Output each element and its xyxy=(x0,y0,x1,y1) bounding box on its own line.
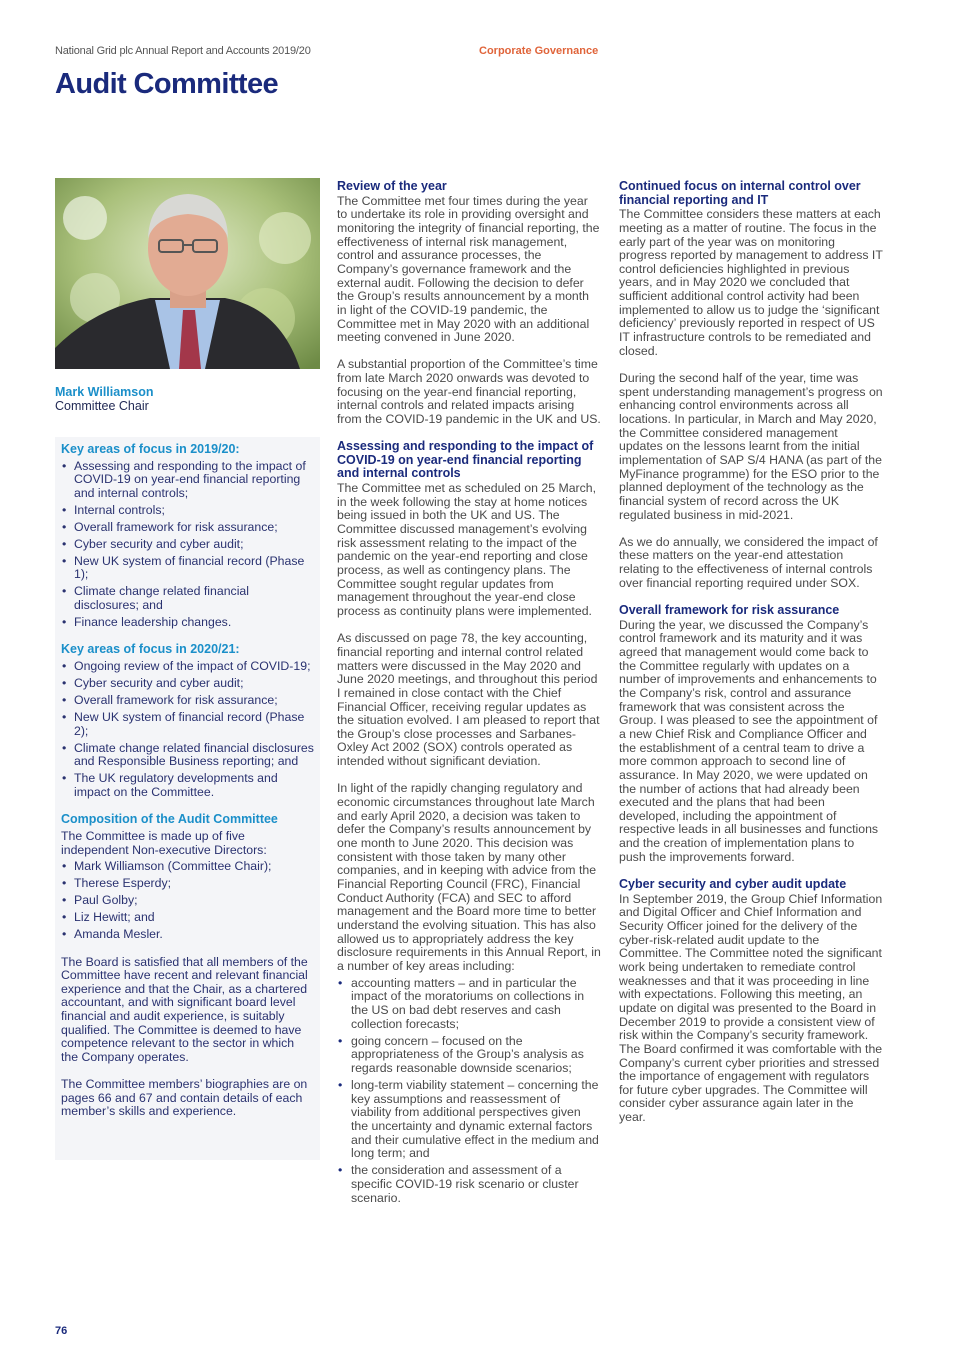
list-item: • Assessing and responding to the impact of COVID-19 on year-end financial reporting and internal controls; xyxy=(61,460,314,501)
review-heading: Review of the year xyxy=(337,179,447,193)
paragraph: During the year, we discussed the Company’s control framework and its maturity and it was agreed that management would come back to the Committee regularly with updates on a number of improvements and enhancements to the Company’s risk, control and assurance framework that was consistent across the Group. I was pleased to see the appointment of a new Chief Risk and Compliance Officer and the establishment of a central team to drive a more common approach to second line of assurance. In May 2020, we were updated on the number of actions that had already been executed and the plans that had been developed, including the appointment of respective leads in all businesses and functions and the creation of implementation plans to push the improvements forward. xyxy=(619,617,879,864)
list-item: • Ongoing review of the impact of COVID-19; xyxy=(61,660,314,674)
focus-2020-heading: Key areas of focus in 2020/21: xyxy=(61,642,240,657)
paragraph: As we do annually, we considered the impact of these matters on the year-end attestation relating to the effectiveness of internal controls over financial reporting required under SOX. xyxy=(619,534,878,590)
list-item: • Cyber security and cyber audit; xyxy=(61,538,314,552)
key-areas-sidebar xyxy=(55,437,320,1160)
member-item: • Paul Golby; xyxy=(61,894,314,908)
list-item: • Finance leadership changes. xyxy=(61,616,314,630)
section-name: Corporate Governance xyxy=(479,45,599,57)
list-item: • Overall framework for risk assurance; xyxy=(61,521,314,535)
biographies-paragraph: The Committee members’ biographies are on pages 66 and 67 and contain details of each member’s skills and experience. xyxy=(61,1077,308,1119)
composition-heading: Composition of the Audit Committee xyxy=(61,812,278,827)
page-title: Audit Committee xyxy=(55,68,279,100)
paragraph: The Committee met four times during the year to undertake its role in providing oversight and monitoring the integrity of financial reporting, the effectiveness of internal risk management, control and assurance processes, the Company’s governance framework and the external audit. Following the decision to defer the Group’s results announcement by a month in light of the COVID-19 pandemic, the Committee met in May 2020 with an additional meeting convened in June 2020. xyxy=(337,193,600,345)
paragraph: The Committee considers these matters at each meeting as a matter of routine. The focus in the early part of the year was on monitoring progress reported by management to address IT control deficiencies highlighted in previous years, and in May 2020 we concluded that sufficient additional control activity had been implemented to allow us to judge the ‘significant deficiency’ previously reported in respect of US IT infrastructure controls to be remediated and closed. xyxy=(619,207,883,358)
portrait-image xyxy=(55,178,320,369)
list-item: • Internal controls; xyxy=(61,504,314,518)
focus-2020-block xyxy=(61,643,314,799)
paragraph: As discussed on page 78, the key accounting, financial reporting and internal control related matters were discussed in the May 2020 and June 2020 meetings, and throughout this period I remained in close contact with the Chief Financial Officer, receiving regular updates as the situation evolved. I am pleased to report that the Group’s close processes and Sarbanes-Oxley Act 2002 (SOX) controls operated as intended without significant deviation. xyxy=(337,631,600,769)
member-item: • Liz Hewitt; and xyxy=(61,911,314,925)
list-item: • accounting matters – and in particular the impact of the moratoriums on collections in the US on bad debt reserves and cash collection forecasts; xyxy=(337,977,601,1032)
list-item: • the consideration and assessment of a specific COVID-19 risk scenario or cluster scenario. xyxy=(337,1164,601,1205)
middle-column xyxy=(337,180,601,1209)
list-item: • Overall framework for risk assurance; xyxy=(61,694,314,708)
covid-section xyxy=(337,440,601,1205)
internal-control-section xyxy=(619,180,883,590)
risk-assurance-section xyxy=(619,604,883,864)
paragraph: The Committee met as scheduled on 25 March, in the week following the stay at home notices being issued in both the UK and US. The Committee discussed management’s evolving risk assessment relating to the impact of the pandemic on the year-end reporting and close process, as well as contingency plans. The Committee sought regular updates from management throughout the year-end close process as continuity plans were implemented. xyxy=(337,481,597,618)
member-item: • Mark Williamson (Committee Chair); xyxy=(61,860,314,874)
board-satisfaction-paragraph: The Board is satisfied that all members of the Committee have recent and relevant financial experience and that the Chair, as a chartered accountant, and with significant board level financial and audit experience, is suitably qualified. The Committee is deemed to have competence relevant to the sector in which the Company operates. xyxy=(61,954,308,1064)
list-item: • Climate change related financial disclosures; and xyxy=(61,585,314,612)
internal-control-heading: Continued focus on internal control over financial reporting and IT xyxy=(619,179,861,207)
paragraph: In light of the rapidly changing regulatory and economic circumstances throughout late March and early April 2020, a decision was taken to defer the Company’s results announcement by one month to June 2020. This decision was consistent with those taken by many other companies, and in keeping with advice from the Financial Reporting Council (FRC), Financial Conduct Authority (FCA) and SEC to afford management and the Board more time to better understand the evolving situation. This has also allowed us to appropriately address the key disclosure requirements in this Annual Report, in a number of key areas including: xyxy=(337,781,601,973)
chair-photo xyxy=(55,178,320,369)
focus-2019-block xyxy=(61,443,314,629)
list-item: • Cyber security and cyber audit; xyxy=(61,677,314,691)
list-item: • going concern – focused on the appropriateness of the Group’s analysis as regards reasonable downside scenarios; xyxy=(337,1035,601,1076)
members-list xyxy=(61,860,314,942)
focus-2019-heading: Key areas of focus in 2019/20: xyxy=(61,442,240,456)
list-item: • New UK system of financial record (Phase 1); xyxy=(61,555,314,582)
composition-intro: The Committee is made up of five independent Non-executive Directors: xyxy=(61,828,267,857)
list-item: • New UK system of financial record (Phase 2); xyxy=(61,711,314,738)
key-areas-list xyxy=(337,977,601,1206)
risk-assurance-heading: Overall framework for risk assurance xyxy=(619,603,840,618)
page-number: 76 xyxy=(55,1325,68,1337)
chair-role: Committee Chair xyxy=(55,399,149,413)
cyber-section xyxy=(619,878,883,1125)
focus-2019-list xyxy=(61,460,314,630)
paragraph: During the second half of the year, time was spent understanding management’s progress on enhancing control environments across all locations. In particular, in March and May 2020, the Committee considered management updates on the lessons learnt from the initial implementation of SAP S/4 HANA (as part of the MyFinance programme) for the ESO prior to the planned deployment of the technology as the financial system of record across the UK regulated business in mid-2021. xyxy=(619,371,883,522)
list-item: • The UK regulatory developments and impact on the Committee. xyxy=(61,772,314,799)
chair-name: Mark Williamson xyxy=(55,385,154,399)
review-section xyxy=(337,180,601,427)
member-item: • Amanda Mesler. xyxy=(61,928,314,942)
covid-heading: Assessing and responding to the impact of COVID-19 on year-end financial reporting and internal controls xyxy=(337,439,594,481)
paragraph: In September 2019, the Group Chief Information and Digital Officer and Chief Information and Security Officer joined for the delivery of the cyber-risk-related audit update to the Committee. The Committee noted the significant work being undertaken to remediate control weaknesses and that it was proceeding in line with expectations. Following this meeting, an update on digital was presented to the Board in December 2019 to provide a consistent view of risk within the Company’s security framework. The Board confirmed it was comfortable with the Company’s current cyber priorities and stressed the importance of engagement with regulators for future cyber upgrades. The Committee will consider cyber assurance again later in the year. xyxy=(619,891,883,1125)
cyber-heading: Cyber security and cyber audit update xyxy=(619,877,847,892)
composition-block xyxy=(61,813,314,1118)
right-column xyxy=(619,180,883,1138)
focus-2020-list xyxy=(61,660,314,799)
paragraph: A substantial proportion of the Committee’s time from late March 2020 onwards was devoted to focusing on the year-end financial reporting, internal controls and related impacts arising from the COVID-19 pandemic in the UK and US. xyxy=(337,357,601,427)
list-item: • long-term viability statement – concerning the key assumptions and reassessment of viability from additional perspectives given the uncertainty and dynamic external factors and their cumulative effect in the medium and long term; and xyxy=(337,1079,601,1161)
list-item: • Climate change related financial disclosures and Responsible Business reporting; and xyxy=(61,742,314,769)
running-head: National Grid plc Annual Report and Accounts 2019/20 xyxy=(55,45,311,57)
member-item: • Therese Esperdy; xyxy=(61,877,314,891)
